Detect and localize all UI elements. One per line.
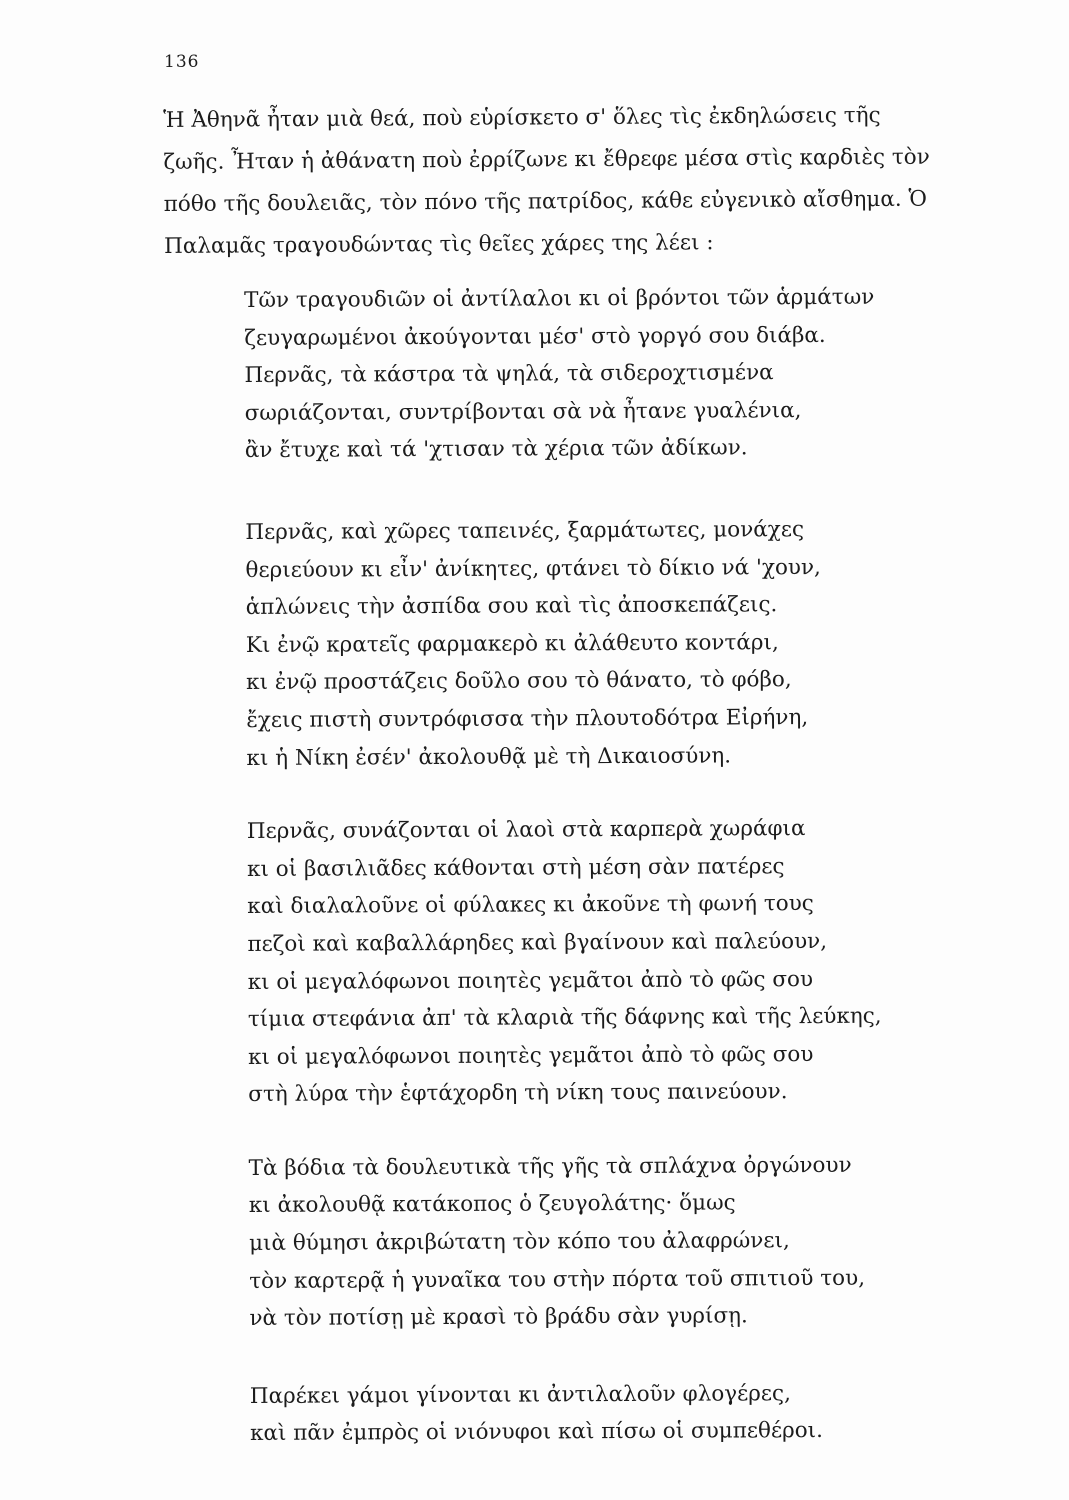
poem-verse: πεζοὶ καὶ καβαλλάρηδες καὶ βγαίνουν καὶ παλεύουν,: [247, 928, 828, 957]
poem-verse: κι οἱ μεγαλόφωνοι ποιητὲς γεμᾶτοι ἀπὸ τὸ φῶς σου: [247, 966, 814, 995]
poem-verse: τὸν καρτερᾷ ἡ γυναῖκα του στὴν πόρτα τοῦ σπιτιοῦ του,: [249, 1265, 866, 1294]
poem-verse: κι ἡ Νίκη ἐσέν' ἀκολουθᾷ μὲ τὴ Δικαιοσύνη.: [246, 742, 732, 771]
poem-verse: ἁπλώνεις τὴν ἀσπίδα σου καὶ τὶς ἀποσκεπάζεις.: [245, 592, 778, 621]
poem-verse: κι ἐνῷ προστάζεις δοῦλο σου τὸ θάνατο, τὸ φόβο,: [246, 667, 792, 696]
poem-verse: ζευγαρωμένοι ἀκούγονται μέσ' στὸ γοργό σου διάβα.: [244, 322, 826, 351]
intro-line: ζωῆς. Ἦταν ἡ ἀθάνατη ποὺ ἐρρίζωνε κι ἔθρεφε μέσα στὶς καρδιὲς τὸν: [163, 144, 930, 175]
poem-stanza: [244, 278, 1005, 470]
poem-verse: ἂν ἔτυχε καὶ τά 'χτισαν τὰ χέρια τῶν ἀδίκων.: [244, 435, 748, 464]
poem-verse: Κι ἐνῷ κρατεῖς φαρμακερὸ κι ἀλάθευτο κοντάρι,: [245, 629, 779, 658]
poem-verse: κι ἀκολουθᾷ κατάκοπος ὁ ζευγολάτης· ὅμως: [248, 1190, 736, 1219]
intro-line: Ἡ Ἀθηνᾶ ἦταν μιὰ θεά, ποὺ εὑρίσκετο σ' ὅλες τὶς ἐκδηλώσεις τῆς: [163, 102, 881, 133]
poem-verse: ἔχεις πιστὴ συντρόφισσα τὴν πλουτοδότρα Εἰρήνη,: [246, 704, 809, 733]
poem-verse: τίμια στεφάνια ἀπ' τὰ κλαριὰ τῆς δάφνης καὶ τῆς λεύκης,: [247, 1003, 882, 1033]
poem-verse: καὶ διαλαλοῦνε οἱ φύλακες κι ἀκοῦνε τὴ φωνή τους: [247, 891, 814, 920]
poem-verse: Παρέκει γάμοι γίνονται κι ἀντιλαλοῦν φλογέρες,: [249, 1380, 791, 1409]
poem: [244, 278, 1010, 1489]
poem-verse: κι οἱ μεγαλόφωνοι ποιητὲς γεμᾶτοι ἀπὸ τὸ φῶς σου: [247, 1041, 814, 1070]
poem-verse: κι οἱ βασιλιᾶδες κάθονται στὴ μέση σὰν πατέρες: [247, 853, 785, 882]
poem-verse: Περνᾶς, τὰ κάστρα τὰ ψηλά, τὰ σιδεροχτισμένα: [244, 360, 774, 389]
poem-verse: Περνᾶς, καὶ χῶρες ταπεινές, ξαρμάτωτες, μονάχες: [245, 517, 805, 545]
intro-line: πόθο τῆς δουλειᾶς, τὸν πόνο τῆς πατρίδος, κάθε εὐγενικὸ αἴσθημα. Ὁ: [163, 186, 928, 217]
poem-stanza: [249, 1146, 1010, 1338]
intro-line: Παλαμᾶς τραγουδώντας τὶς θεῖες χάρες της λέει :: [163, 230, 714, 259]
intro-paragraph: [163, 94, 994, 268]
poem-verse: Τῶν τραγουδιῶν οἱ ἀντίλαλοι κι οἱ βρόντοι τῶν ἁρμάτων: [244, 284, 875, 313]
poem-verse: Τὰ βόδια τὰ δουλευτικὰ τῆς γῆς τὰ σπλάχνα ὀργώνουν: [248, 1152, 852, 1181]
poem-verse: Περνᾶς, συνάζονται οἱ λαοὶ στὰ καρπερὰ χωράφια: [246, 816, 806, 845]
poem-stanza: [250, 1374, 1010, 1453]
poem-verse: σωριάζονται, συντρίβονται σὰ νὰ ἦτανε γυαλένια,: [244, 397, 802, 426]
poem-stanza: [247, 809, 1009, 1114]
page-number: 136: [164, 52, 200, 72]
poem-verse: νὰ τὸν ποτίσῃ μὲ κρασὶ τὸ βράδυ σὰν γυρίσῃ.: [249, 1303, 748, 1332]
poem-verse: θεριεύουν κι εἶν' ἀνίκητες, φτάνει τὸ δίκιο νά 'χουν,: [245, 554, 821, 583]
poem-stanza: [245, 510, 1006, 777]
poem-verse: στὴ λύρα τὴν ἑφτάχορδη τὴ νίκη τους παινεύουν.: [248, 1079, 788, 1108]
poem-verse: μιὰ θύμησι ἀκριβώτατη τὸν κόπο του ἀλαφρώνει,: [248, 1228, 790, 1257]
poem-verse: καὶ πᾶν ἐμπρὸς οἱ νιόνυφοι καὶ πίσω οἱ συμπεθέροι.: [249, 1418, 823, 1447]
